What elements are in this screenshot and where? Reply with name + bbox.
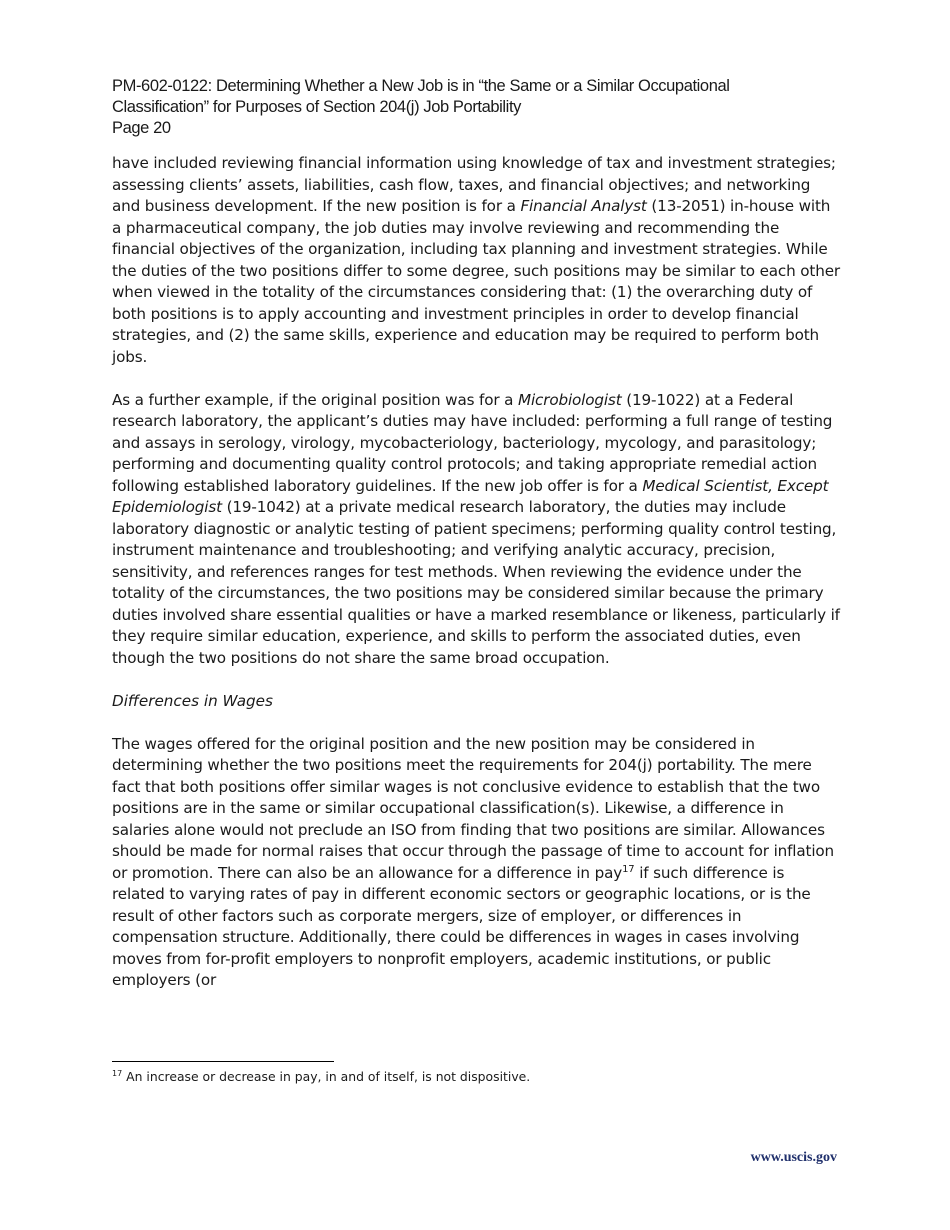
paragraph-text: (13-2051) in-house with a pharmaceutical company, the job duties may involve reviewing and recommending the financial objectives of the organization, including tax planning and investment strategies. While the duties of the two positions differ to some degree, such positions may be similar to each other when viewed in the totality of the circumstances considering that: (1) the overarching duty of both positions is to apply accounting and investment principles in order to develop financial strategies, and (2) the same skills, experience and education may be required to perform both jobs. bbox=[112, 197, 840, 366]
footnote-text: An increase or decrease in pay, in and of itself, is not dispositive. bbox=[122, 1069, 531, 1084]
paragraph-financial-example bbox=[112, 153, 840, 368]
footer-website-link[interactable]: www.uscis.gov bbox=[750, 1150, 837, 1165]
occupation-medical-scientist: Medical Scientist, Except Epidemiologist bbox=[112, 476, 829, 516]
footnote bbox=[112, 1069, 840, 1085]
paragraph-text: As a further example, if the original position was for a bbox=[112, 390, 518, 409]
page-number: Page 20 bbox=[112, 119, 171, 137]
footnote-divider bbox=[112, 1061, 334, 1062]
section-heading-differences-in-wages: Differences in Wages bbox=[112, 691, 273, 710]
footnote-reference[interactable]: 17 bbox=[622, 863, 635, 875]
document-body bbox=[112, 76, 840, 1013]
header-title-line-1: PM-602-0122: Determining Whether a New Job is in “the Same or a Similar Occupational bbox=[112, 77, 730, 95]
occupation-microbiologist: Microbiologist bbox=[518, 390, 622, 409]
paragraph-text: (19-1022) at a Federal research laboratory, the applicant’s duties may have included: performing a full range of testing and assays in serology, virology, mycobacteriology, bacteriology, mycology, and parasitology; performing and documenting quality control protocols; and taking appropriate remedial action following established laboratory guidelines. If the new job offer is for a bbox=[112, 390, 833, 495]
footnote-number: 17 bbox=[112, 1069, 123, 1078]
running-header bbox=[112, 76, 840, 139]
header-title-line-2: Classification” for Purposes of Section 204(j) Job Portability bbox=[112, 98, 521, 116]
paragraph-text: (19-1042) at a private medical research laboratory, the duties may include laboratory diagnostic or analytic testing of patient specimens; performing quality control testing, instrument maintenance and troubleshooting; and verifying analytic accuracy, precision, sensitivity, and references ranges for test methods. When reviewing the evidence under the totality of the circumstances, the two positions may be considered similar because the primary duties involved share essential qualities or have a marked resemblance or likeness, particularly if they require similar education, experience, and skills to perform the associated duties, even though the two positions do not share the same broad occupation. bbox=[112, 498, 840, 667]
paragraph-microbiologist-example bbox=[112, 390, 840, 670]
occupation-financial-analyst: Financial Analyst bbox=[520, 197, 647, 215]
paragraph-text: have included reviewing financial information using knowledge of tax and investment strategies; assessing clients’ assets, liabilities, cash flow, taxes, and financial objectives; and networking and business development. If the new position is for a bbox=[112, 154, 836, 215]
paragraph-wages bbox=[112, 734, 840, 992]
paragraph-text: if such difference is related to varying rates of pay in different economic sectors or geographic locations, or is the result of other factors such as corporate mergers, size of employer, or differences in compensation structure. Additionally, there could be differences in wages in cases involving moves from for-profit employers to nonprofit employers, academic institutions, or public employers (or bbox=[112, 863, 811, 989]
paragraph-text: The wages offered for the original position and the new position may be considered in determining whether the two positions meet the requirements for 204(j) portability. The mere fact that both positions offer similar wages is not conclusive evidence to establish that the two positions are in the same or similar occupational classification(s). Likewise, a difference in salaries alone would not preclude an ISO from finding that two positions are similar. Allowances should be made for normal raises that occur through the passage of time to account for inflation or promotion. There can also be an allowance for a difference in pay bbox=[112, 734, 835, 882]
